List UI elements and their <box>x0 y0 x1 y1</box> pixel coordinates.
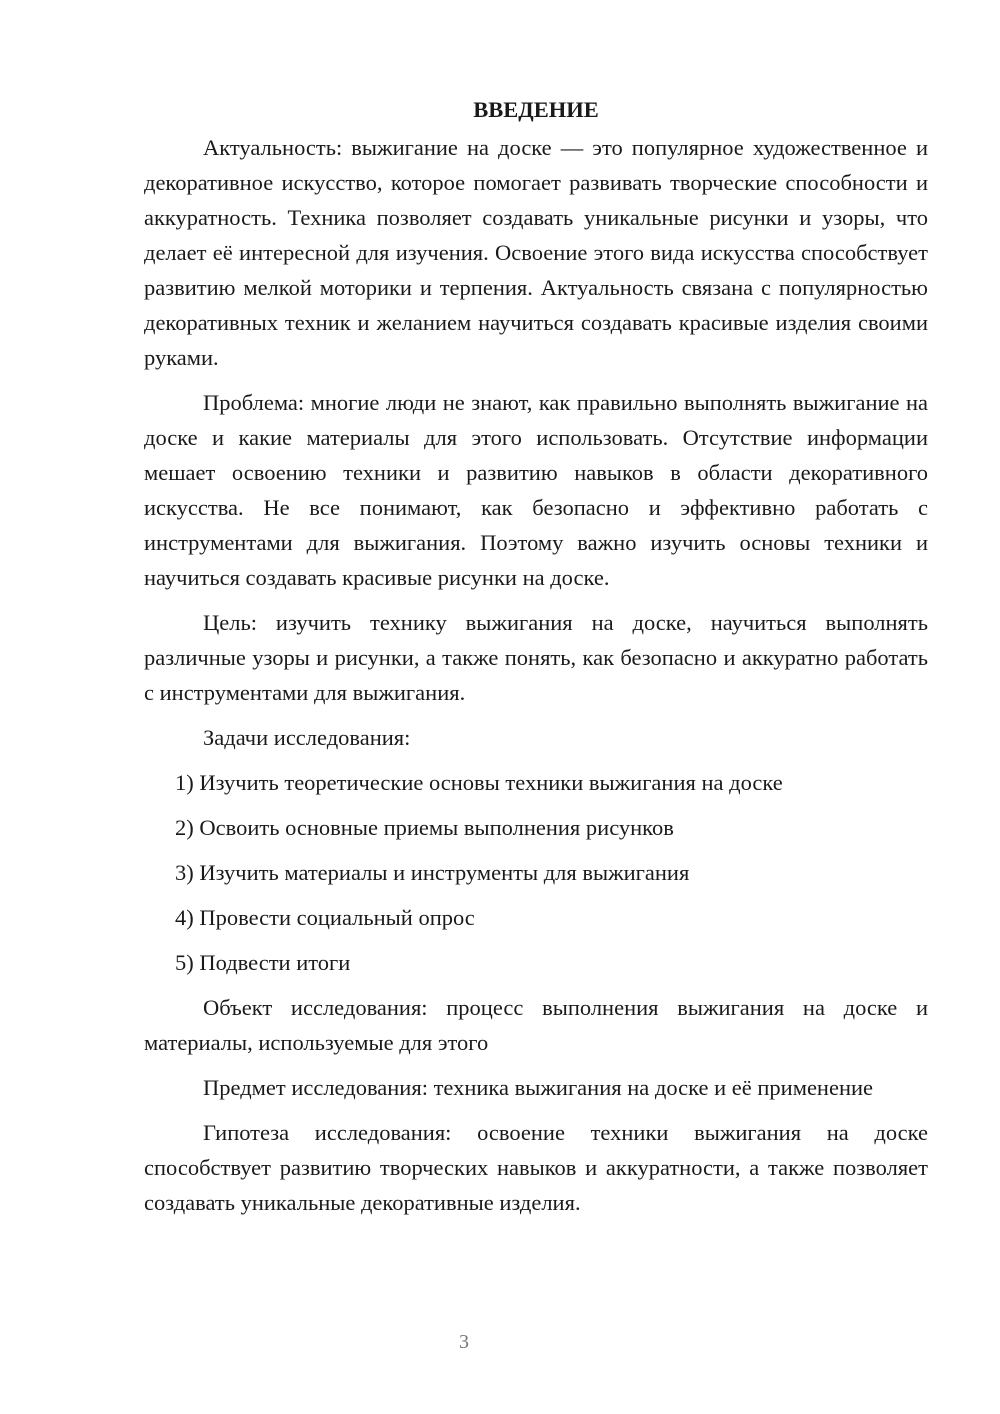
tasks-heading: Задачи исследования: <box>203 725 411 750</box>
list-item: 1) Изучить теоретические основы техники выжигания на доске <box>175 770 783 795</box>
goal-paragraph: Цель: изучить технику выжигания на доске, научиться выполнять различные узоры и рисунки, а также понять, как безопасно и аккуратно работать с инструментами для выжигания. <box>144 610 928 705</box>
subject-paragraph: Предмет исследования: техника выжигания на доске и её применение <box>203 1075 874 1100</box>
list-item: 4) Провести социальный опрос <box>175 905 475 930</box>
relevance-paragraph: Актуальность: выжигание на доске — это популярное художественное и декоративное искусство, которое помогает развивать творческие способности и аккуратность. Техника позволяет создавать уникальные рисунки и узоры, что делает её интересной для изучения. Освоение этого вида искусства способствует развитию мелкой моторики и терпения. Актуальность связана с популярностью декоративных техник и желанием научиться создавать красивые изделия своими руками. <box>144 135 928 370</box>
list-item: 5) Подвести итоги <box>175 950 351 975</box>
list-item: 2) Освоить основные приемы выполнения рисунков <box>175 815 674 840</box>
list-item: 3) Изучить материалы и инструменты для выжигания <box>175 860 690 885</box>
object-paragraph: Объект исследования: процесс выполнения выжигания на доске и материалы, используемые для этого <box>144 995 928 1055</box>
page-content <box>144 92 928 1230</box>
page-title: ВВЕДЕНИЕ <box>473 97 599 122</box>
hypothesis-paragraph: Гипотеза исследования: освоение техники выжигания на доске способствует развитию творческих навыков и аккуратности, а также позволяет создавать уникальные декоративные изделия. <box>144 1120 928 1215</box>
page-number: 3 <box>459 1331 469 1353</box>
problem-paragraph: Проблема: многие люди не знают, как правильно выполнять выжигание на доске и какие материалы для этого использовать. Отсутствие информации мешает освоению техники и развитию навыков в области декоративного искусства. Не все понимают, как безопасно и эффективно работать с инструментами для выжигания. Поэтому важно изучить основы техники и научиться создавать красивые рисунки на доске. <box>144 390 928 590</box>
tasks-list <box>144 765 928 980</box>
